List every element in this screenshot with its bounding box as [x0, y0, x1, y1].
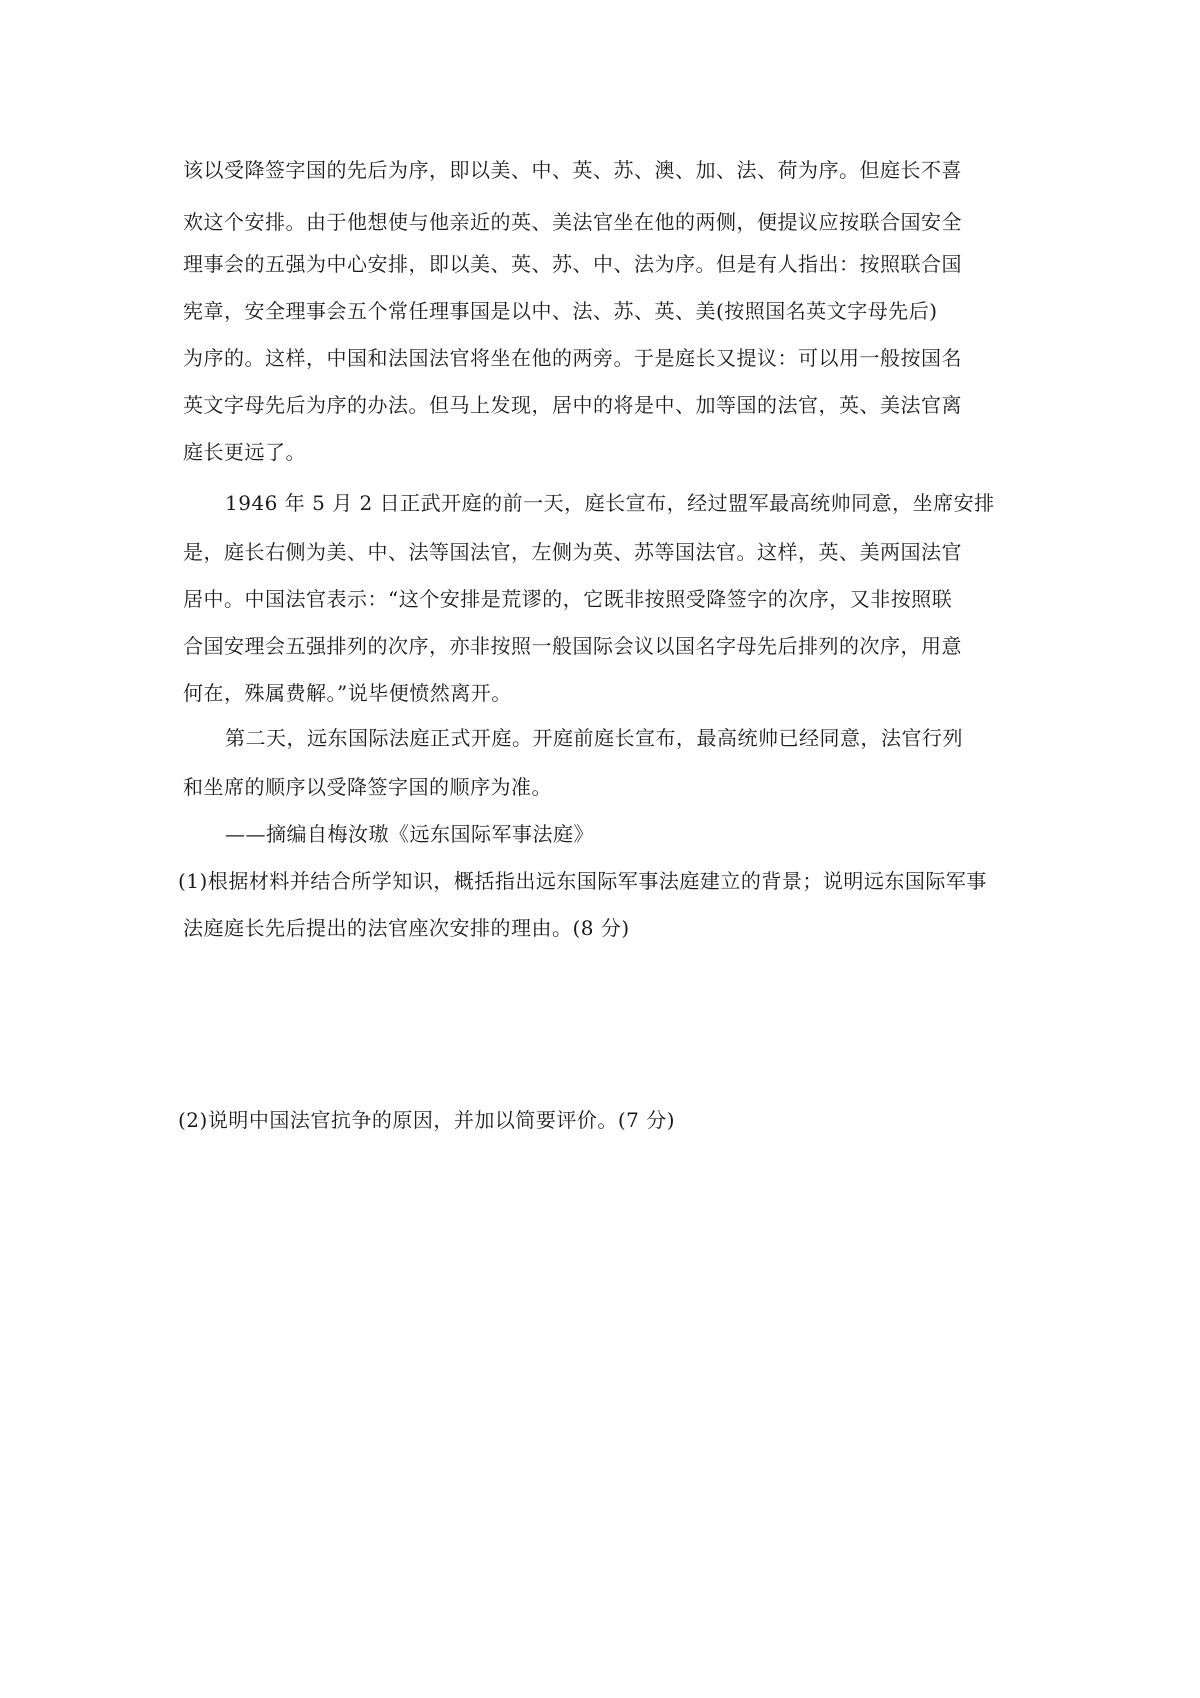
paragraph-2-line-2: 是，庭长右侧为美、中、法等国法官，左侧为英、苏等国法官。这样，英、美两国法官: [183, 540, 962, 564]
paragraph-2-line-1: 1946 年 5 月 2 日正武开庭的前一天，庭长宣布，经过盟军最高统帅同意，坐席安排: [225, 491, 995, 515]
paragraph-2-line-4: 合国安理会五强排列的次序，亦非按照一般国际会议以国名字母先后排列的次序，用意: [183, 634, 962, 658]
paragraph-3-line-1: 第二天，远东国际法庭正式开庭。开庭前庭长宣布，最高统帅已经同意，法官行列: [225, 726, 963, 750]
paragraph-1-line-3: 理事会的五强为中心安排，即以美、英、苏、中、法为序。但是有人指出：按照联合国: [183, 252, 962, 276]
paragraph-1-line-4: 宪章，安全理事会五个常任理事国是以中、法、苏、英、美(按照国名英文字母先后): [183, 299, 938, 323]
paragraph-1-line-6: 英文字母先后为序的办法。但马上发现，居中的将是中、加等国的法官，英、美法官离: [183, 393, 962, 417]
paragraph-1-line-2: 欢这个安排。由于他想使与他亲近的英、美法官坐在他的两侧，便提议应按联合国安全: [183, 210, 962, 234]
question-1-line-1: (1)根据材料并结合所学知识，概括指出远东国际军事法庭建立的背景；说明远东国际军事: [178, 869, 987, 893]
question-2-line-1: (2)说明中国法官抗争的原因，并加以简要评价。(7 分): [178, 1108, 676, 1132]
paragraph-3-line-2: 和坐席的顺序以受降签字国的顺序为准。: [183, 775, 552, 799]
paragraph-1-line-1: 该以受降签字国的先后为序，即以美、中、英、苏、澳、加、法、荷为序。但庭长不喜: [183, 158, 962, 182]
paragraph-2-line-3: 居中。中国法官表示：“这个安排是荒谬的，它既非按照受降签字的次序，又非按照联: [183, 587, 953, 611]
paragraph-1-line-7: 庭长更远了。: [183, 440, 306, 464]
source-citation: ——摘编自梅汝璈《远东国际军事法庭》: [225, 822, 594, 846]
paragraph-1-line-5: 为序的。这样，中国和法国法官将坐在他的两旁。于是庭长又提议：可以用一般按国名: [183, 346, 962, 370]
question-1-line-2: 法庭庭长先后提出的法官座次安排的理由。(8 分): [183, 916, 630, 940]
paragraph-2-line-5: 何在，殊属费解。”说毕便愤然离开。: [183, 681, 512, 705]
